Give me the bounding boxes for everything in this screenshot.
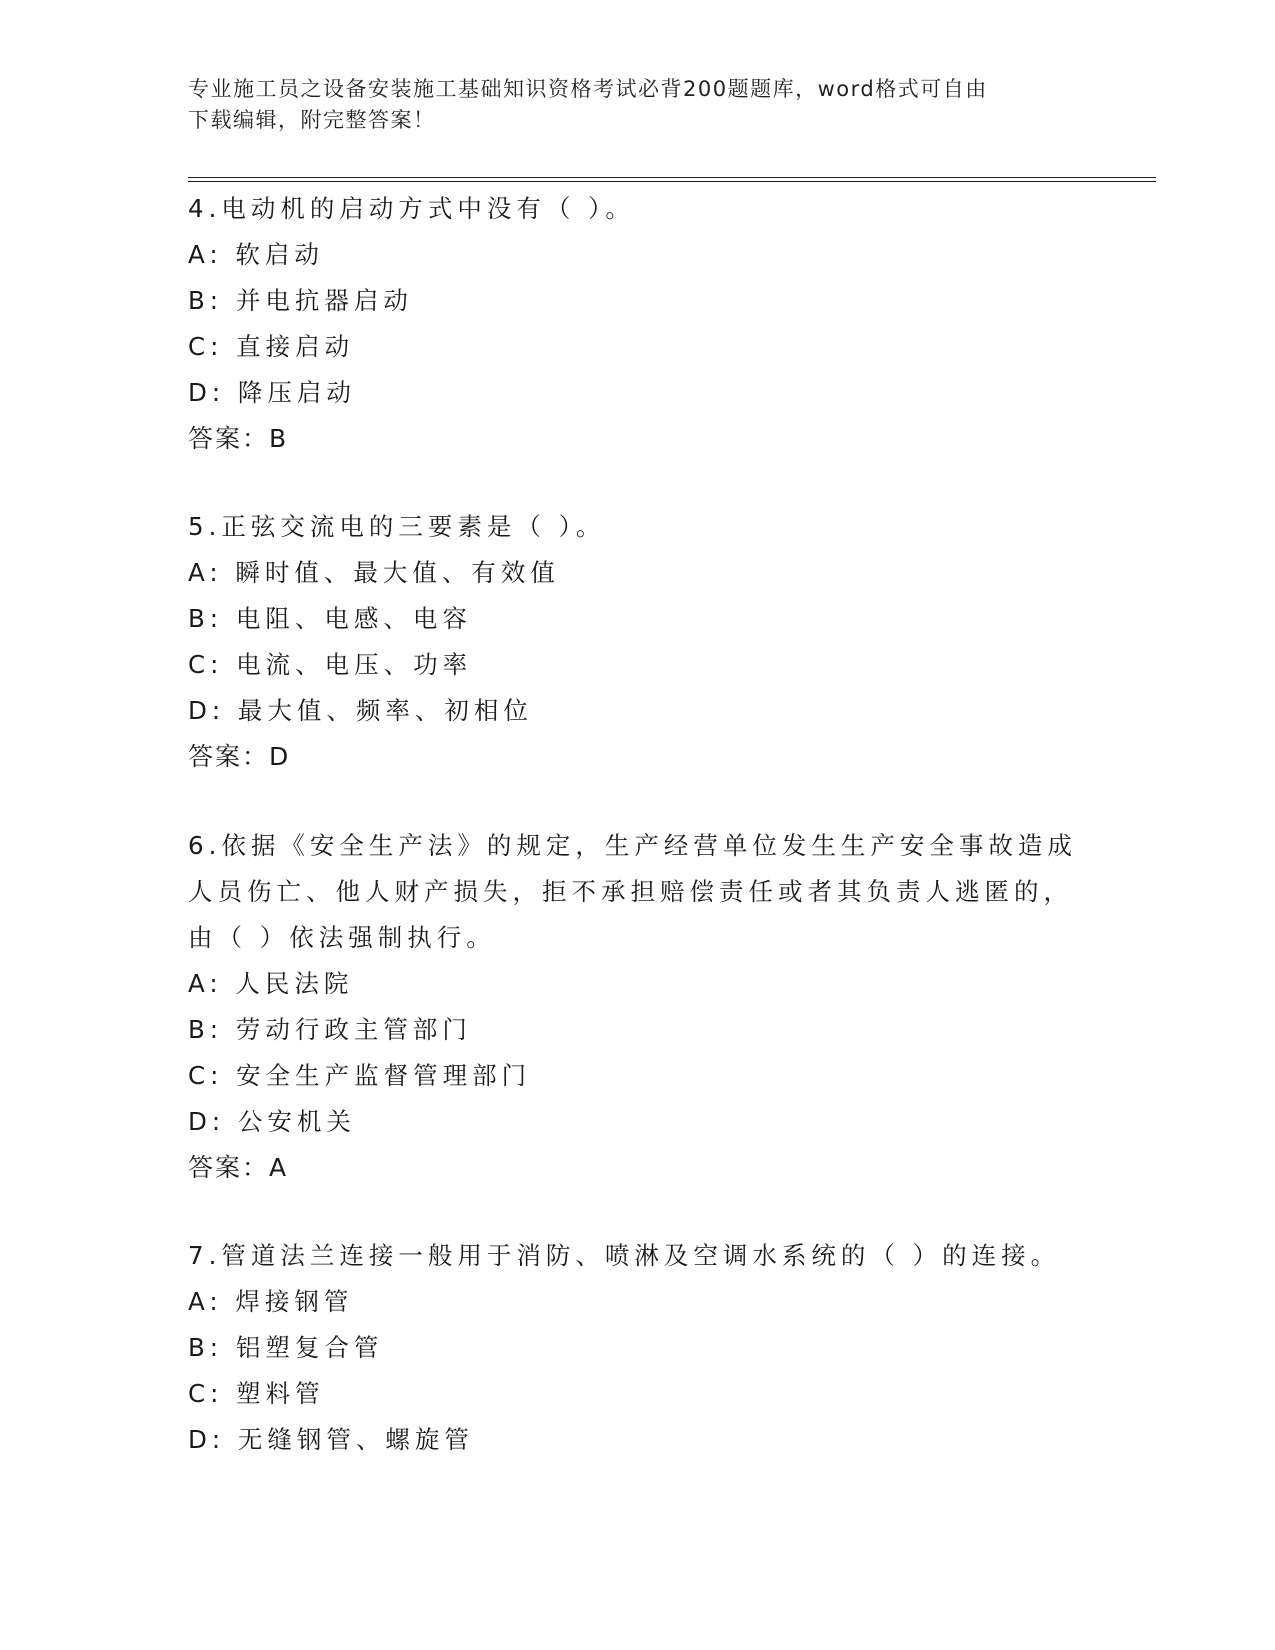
- question-4: [188, 186, 1088, 462]
- option-d: D: 无缝钢管、螺旋管: [188, 1425, 474, 1454]
- option-b: B: 铝塑复合管: [188, 1333, 384, 1362]
- answer: 答案：A: [188, 1153, 289, 1182]
- option-c: C: 塑料管: [188, 1379, 325, 1408]
- option-c: C: 安全生产监督管理部门: [188, 1061, 532, 1090]
- header-divider-top: [188, 177, 1156, 178]
- question-stem-line-3: 由（ ）依法强制执行。: [188, 923, 496, 952]
- option-b: B: 并电抗器启动: [188, 286, 413, 315]
- question-stem-line-2: 人员伤亡、他人财产损失，拒不承担赔偿责任或者其负责人逃匿的，: [188, 877, 1073, 906]
- option-a: A: 焊接钢管: [188, 1287, 354, 1316]
- question-stem-line-1: 6.依据《安全生产法》的规定，生产经营单位发生生产安全事故造成: [188, 831, 1077, 860]
- option-c: C: 直接启动: [188, 332, 355, 361]
- header-divider-bottom: [188, 181, 1156, 182]
- question-stem: 5.正弦交流电的三要素是（ ）。: [188, 512, 606, 541]
- header-line-2: 下载编辑，附完整答案！: [188, 108, 436, 132]
- answer: 答案：B: [188, 424, 289, 453]
- option-c: C: 电流、电压、功率: [188, 650, 473, 679]
- answer: 答案：D: [188, 742, 291, 771]
- question-stem: 4.电动机的启动方式中没有（ ）。: [188, 194, 635, 223]
- header-line-1: 专业施工员之设备安装施工基础知识资格考试必背200题题库，word格式可自由: [188, 77, 988, 101]
- question-6: [188, 823, 1088, 1191]
- option-a: A: 人民法院: [188, 969, 354, 998]
- option-d: D: 公安机关: [188, 1107, 356, 1136]
- option-d: D: 降压启动: [188, 378, 356, 407]
- question-5: [188, 504, 1088, 780]
- option-a: A: 瞬时值、最大值、有效值: [188, 558, 560, 587]
- question-stem: 7.管道法兰连接一般用于消防、喷淋及空调水系统的（ ）的连接。: [188, 1241, 1061, 1270]
- question-7: [188, 1233, 1088, 1463]
- option-a: A: 软启动: [188, 240, 324, 269]
- option-d: D: 最大值、频率、初相位: [188, 696, 533, 725]
- option-b: B: 劳动行政主管部门: [188, 1015, 472, 1044]
- document-header: [188, 74, 1068, 136]
- option-b: B: 电阻、电感、电容: [188, 604, 472, 633]
